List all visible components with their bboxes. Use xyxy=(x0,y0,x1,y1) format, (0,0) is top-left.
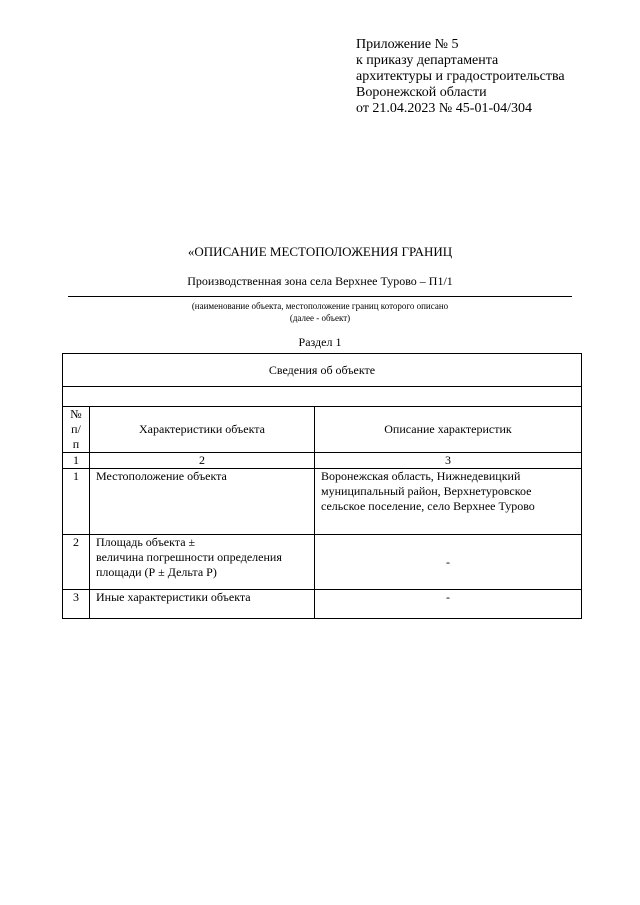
row-characteristic: Иные характеристики объекта xyxy=(90,590,315,619)
row-characteristic xyxy=(90,535,315,590)
row-description: - xyxy=(315,535,582,590)
object-caption xyxy=(0,300,640,324)
table-row xyxy=(63,535,582,590)
section-title: Раздел 1 xyxy=(298,335,342,349)
header-description: Описание характеристик xyxy=(315,407,582,453)
row-description: - xyxy=(315,590,582,619)
row-description: Воронежская область, Нижнедевицкий муниципальный район, Верхнетуровское сельское поселение, село Верхнее Турово xyxy=(315,469,582,535)
table-row xyxy=(63,469,582,535)
column-number: 2 xyxy=(90,453,315,469)
table-heading-row xyxy=(63,354,582,387)
object-info-table xyxy=(62,353,582,619)
caption-line: (наименование объекта, местоположение границ которого описано xyxy=(191,301,449,311)
header-characteristic: Характеристики объекта xyxy=(90,407,315,453)
row-characteristic: Местоположение объекта xyxy=(90,469,315,535)
table-heading: Сведения об объекте xyxy=(63,354,582,387)
appendix-line: Приложение № 5 xyxy=(356,37,459,52)
header-num-line1: № xyxy=(70,407,82,421)
characteristic-line: величина погрешности определения xyxy=(96,550,282,564)
object-name: Производственная зона села Верхнее Турово – П1/1 xyxy=(187,274,453,288)
appendix-line: от 21.04.2023 № 45-01-04/304 xyxy=(356,101,533,116)
appendix-line: архитектуры и градостроительства xyxy=(356,69,565,84)
document-title: «ОПИСАНИЕ МЕСТОПОЛОЖЕНИЯ ГРАНИЦ xyxy=(187,244,453,259)
underline-rule xyxy=(68,296,572,297)
column-number-row xyxy=(63,453,582,469)
column-number: 1 xyxy=(63,453,90,469)
table-spacer-row xyxy=(63,387,582,407)
row-num: 1 xyxy=(63,469,90,535)
caption-line: (далее - объект) xyxy=(289,313,351,323)
characteristic-line: площади (Р ± Дельта Р) xyxy=(96,565,217,579)
table-row xyxy=(63,590,582,619)
table-header-row xyxy=(63,407,582,453)
appendix-line: к приказу департамента xyxy=(356,53,499,68)
row-num: 3 xyxy=(63,590,90,619)
header-num-line2: п/п xyxy=(71,422,81,451)
empty-cell xyxy=(63,387,582,407)
header-num-cell xyxy=(63,407,90,453)
appendix-line: Воронежской области xyxy=(356,85,487,100)
column-number: 3 xyxy=(315,453,582,469)
row-num: 2 xyxy=(63,535,90,590)
appendix-block xyxy=(356,37,565,117)
characteristic-line: Площадь объекта ± xyxy=(96,535,196,549)
